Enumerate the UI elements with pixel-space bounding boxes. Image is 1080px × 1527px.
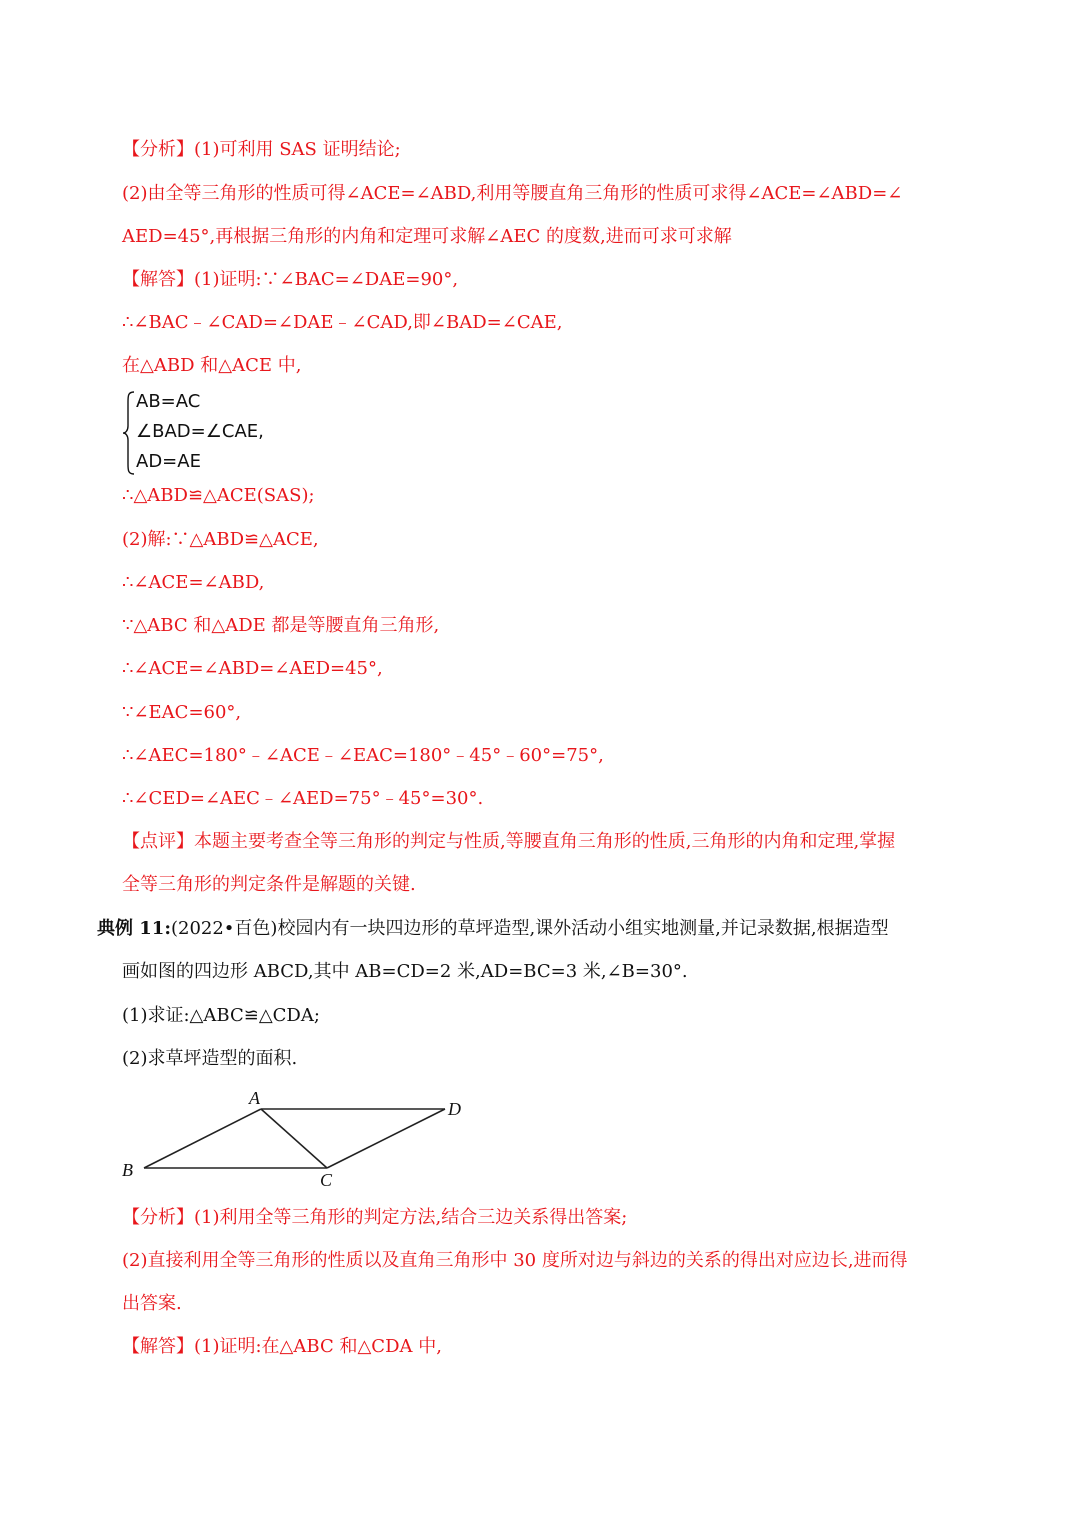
example-analysis-2-line2: 出答案. — [122, 1293, 182, 1314]
example-label: 典例 11: — [97, 918, 171, 939]
example-stem-2: 画如图的四边形 ABCD,其中 AB=CD=2 米,AD=BC=3 米,∠B=30°. — [122, 961, 688, 982]
proof-step-2: 在△ABD 和△ACE 中, — [122, 355, 302, 376]
vertex-label-a: A — [249, 1088, 260, 1108]
vertex-label-b: B — [122, 1160, 133, 1180]
question-1: (1)求证:△ABC≌△CDA; — [122, 1005, 320, 1026]
question-2: (2)求草坪造型的面积. — [122, 1048, 298, 1069]
proof-step-6: ∵△ABC 和△ADE 都是等腰直角三角形, — [122, 615, 440, 636]
proof-step-10: ∴∠CED=∠AEC﹣∠AED=75°﹣45°=30°. — [122, 788, 484, 809]
example-analysis-1: 【分析】(1)利用全等三角形的判定方法,结合三边关系得出答案; — [122, 1207, 628, 1228]
answer-part1: 【解答】(1)证明:∵∠BAC=∠DAE=90°, — [122, 269, 459, 290]
segment-dc — [327, 1109, 445, 1168]
segment-ac — [261, 1109, 327, 1168]
proof-step-7: ∴∠ACE=∠ABD=∠AED=45°, — [122, 658, 383, 679]
segment-ab — [144, 1109, 261, 1168]
proof-step-3: ∴△ABD≌△ACE(SAS); — [122, 485, 315, 506]
proof-step-5: ∴∠ACE=∠ABD, — [122, 572, 265, 593]
comment-line-2: 全等三角形的判定条件是解题的关键. — [122, 874, 416, 895]
vertex-label-d: D — [448, 1099, 461, 1119]
example-11-line-1 — [97, 916, 889, 942]
system-row-2: ∠BAD=∠CAE, — [136, 421, 264, 442]
congruence-system — [122, 390, 322, 476]
left-brace-icon — [122, 390, 136, 476]
vertex-label-c: C — [320, 1170, 333, 1190]
example-analysis-2-line1: (2)直接利用全等三角形的性质以及直角三角形中 30 度所对边与斜边的关系的得出对应边长,进而得 — [122, 1250, 908, 1271]
system-row-3: AD=AE — [136, 451, 201, 472]
analysis-part2-line2: AED=45°,再根据三角形的内角和定理可求解∠AEC 的度数,进而可求可求解 — [122, 226, 732, 247]
proof-step-8: ∵∠EAC=60°, — [122, 702, 242, 723]
proof-step-4: (2)解:∵△ABD≌△ACE, — [122, 529, 319, 550]
analysis-part1: 【分析】(1)可利用 SAS 证明结论; — [122, 139, 401, 160]
proof-step-9: ∴∠AEC=180°﹣∠ACE﹣∠EAC=180°﹣45°﹣60°=75°, — [122, 745, 604, 766]
system-row-1: AB=AC — [136, 391, 201, 412]
example-stem-1: (2022•百色)校园内有一块四边形的草坪造型,课外活动小组实地测量,并记录数据,根据造型 — [170, 918, 889, 939]
comment-line-1: 【点评】本题主要考查全等三角形的判定与性质,等腰直角三角形的性质,三角形的内角和定理,掌握 — [122, 831, 896, 852]
example-answer-1: 【解答】(1)证明:在△ABC 和△CDA 中, — [122, 1336, 442, 1357]
quadrilateral-figure — [118, 1085, 478, 1195]
analysis-part2-line1: (2)由全等三角形的性质可得∠ACE=∠ABD,利用等腰直角三角形的性质可求得∠ACE=∠ABD=∠ — [122, 183, 903, 204]
proof-step-1: ∴∠BAC﹣∠CAD=∠DAE﹣∠CAD,即∠BAD=∠CAE, — [122, 312, 563, 333]
